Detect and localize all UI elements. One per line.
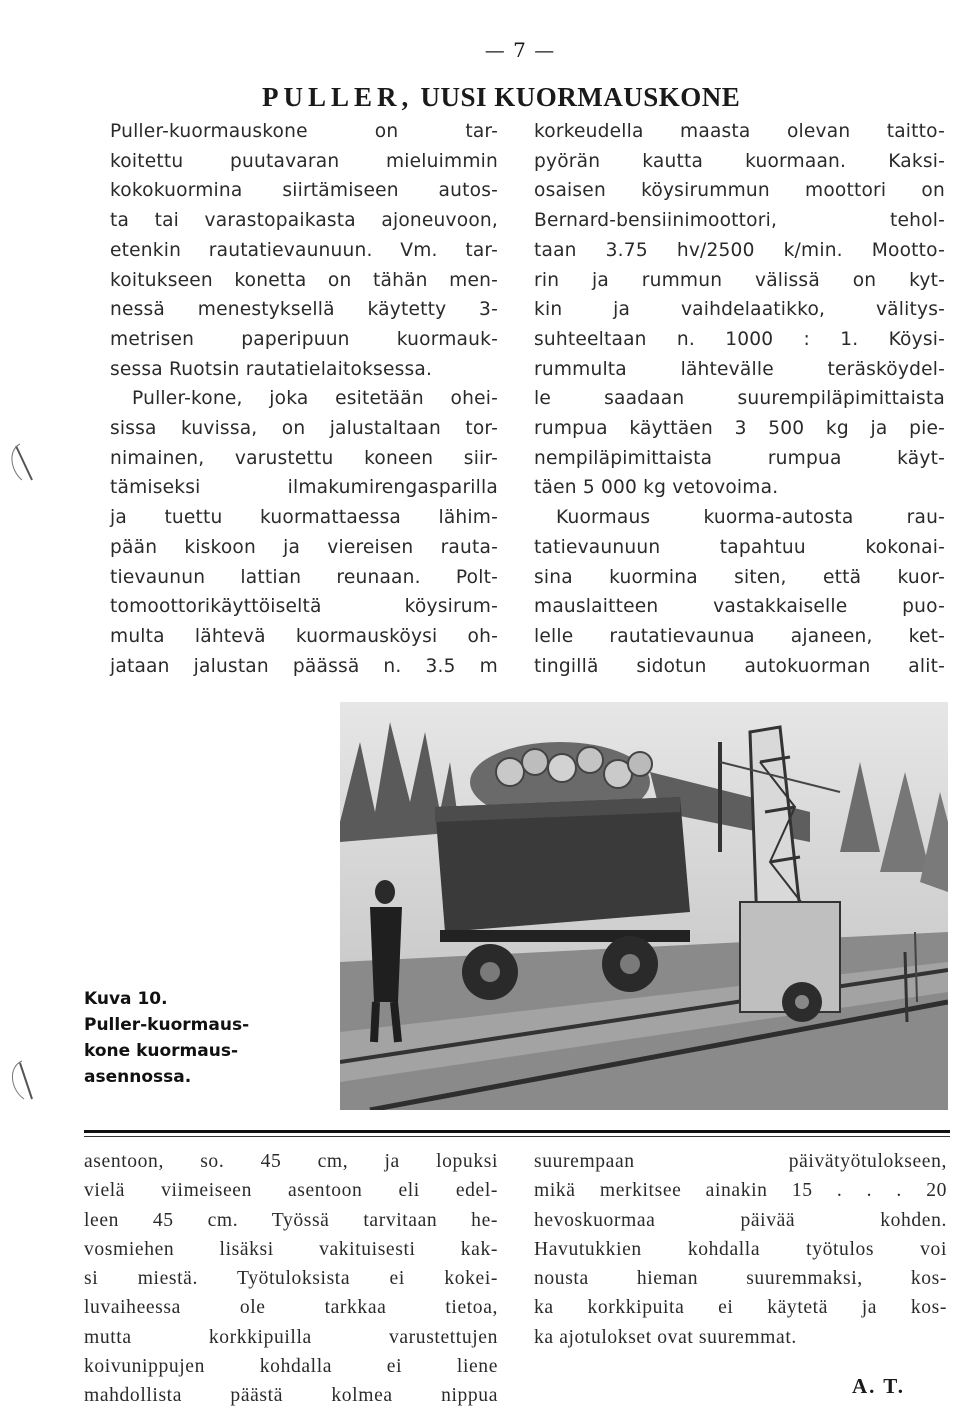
text-line: nimainen, varustettu koneen siir- [110,447,498,469]
text-line: osaisen köysirummun moottori on [534,180,945,202]
text-line: Puller-kone, joka esitetään ohei- [132,388,498,410]
text-line: luvaiheessa ole tarkkaa tietoa, [84,1297,498,1319]
text-line: mahdollista päästä kolmea nippua [84,1385,498,1407]
text-line: pyörän kautta kuormaan. Kaksi- [534,150,945,172]
text-line: metrisen paperipuun kuormauk- [110,328,498,350]
text-line: nousta hieman suuremmaksi, kos- [534,1268,947,1290]
photo-caption [84,986,304,1090]
text-line: taan 3.75 hv/2500 k/min. Mootto- [534,239,945,261]
text-line: leen 45 cm. Työssä tarvitaan he- [84,1209,498,1231]
text-line: suhteeltaan n. 1000 : 1. Köysi- [534,328,945,350]
binding-mark-icon [2,1055,42,1105]
article-title [262,82,782,113]
text-column-2 [534,117,945,681]
text-line: Puller-kuormauskone on tar- [110,121,498,142]
photo-illustration [340,702,948,1110]
text-column-3 [84,1147,498,1411]
text-line: hevoskuormaa päivää kohden. [534,1209,947,1231]
page-number: — 7 — [484,38,556,62]
text-line: ka korkkipuita ei käytetä ja kos- [534,1297,947,1319]
text-line: tomoottorikäyttöiseltä köysirum- [110,596,498,618]
text-line: ja tuettu kuormattaessa lähim- [110,507,498,529]
text-line: rin ja rummun välissä on kyt- [534,269,945,291]
text-line: ta tai varastopaikasta ajoneuvoon, [110,210,498,232]
text-line: le saadaan suurempiläpimittaista [534,388,945,410]
text-line: kin ja vaihdelaatikko, välitys- [534,299,945,321]
text-line: ka ajotulokset ovat suuremmat. [534,1326,797,1348]
binding-mark-icon [2,440,42,490]
text-line: vosmiehen lisäksi vakituisesti kak- [84,1238,498,1260]
text-line: tämiseksi ilmakumirengasparilla [110,477,498,499]
title-part-1: PULLER, [262,82,414,112]
text-line: Kuormaus kuorma-autosta rau- [556,507,945,529]
text-column-1 [110,117,498,681]
text-line: Bernard-bensiinimoottori, tehol- [534,210,945,232]
text-line: vielä viimeiseen asentoon eli edel- [84,1180,498,1202]
section-divider [84,1130,950,1133]
text-line: koitettu puutavaran mieluimmin [110,150,498,172]
text-line: koitukseen konetta on tähän men- [110,269,498,291]
text-line: nempiläpimittaista rumpua käyt- [534,447,945,469]
caption-line: Kuva 10. [84,989,168,1009]
section-divider-thin [84,1136,950,1137]
text-line: suurempaan päivätyötulokseen, [534,1151,947,1172]
text-line: koivunippujen kohdalla ei liene [84,1356,498,1378]
loading-machine-photo [340,702,948,1110]
text-line: sina kuormina siten, että kuor- [534,566,945,588]
text-line: korkeudella maasta olevan taitto- [534,121,945,142]
text-line: sissa kuvissa, on jalustaltaan tor- [110,418,498,440]
text-line: asentoon, so. 45 cm, ja lopuksi [84,1151,498,1172]
text-line: multa lähtevä kuormausköysi oh- [110,625,498,647]
text-line: sessa Ruotsin rautatielaitoksessa. [110,358,433,380]
caption-line: asennossa. [84,1067,192,1087]
text-line: tievaunun lattian reunaan. Polt- [110,566,498,588]
text-column-4 [534,1147,947,1352]
text-line: mutta korkkipuilla varustettujen [84,1326,498,1348]
title-part-2: UUSI KUORMAUSKONE [413,82,741,112]
text-line: pään kiskoon ja viereisen rauta- [110,536,498,558]
text-line: rummulta lähtevälle teräsköydel- [534,358,945,380]
text-line: nessä menestyksellä käytetty 3- [110,299,498,321]
text-line: jataan jalustan päässä n. 3.5 m [110,655,498,677]
text-line: mikä merkitsee ainakin 15 . . . 20 [534,1180,947,1202]
text-line: si miestä. Työtuloksista ei kokei- [84,1268,498,1290]
text-line: tatievaunuun tapahtuu kokonai- [534,536,945,558]
text-line: lelle rautatievaunua ajaneen, ket- [534,625,945,647]
text-line: mauslaitteen vastakkaiselle puo- [534,596,945,618]
caption-line: Puller-kuormaus- [84,1015,250,1035]
text-line: tingillä sidotun autokuorman alit- [534,655,945,677]
text-line: rumpua käyttäen 3 500 kg ja pie- [534,418,945,440]
text-line: kokokuormina siirtämiseen autos- [110,180,498,202]
caption-line: kone kuormaus- [84,1041,239,1061]
author-signature: A. T. [852,1374,905,1398]
text-line: Havutukkien kohdalla työtulos voi [534,1238,947,1260]
text-line: täen 5 000 kg vetovoima. [534,477,779,499]
text-line: etenkin rautatievaunuun. Vm. tar- [110,239,498,261]
